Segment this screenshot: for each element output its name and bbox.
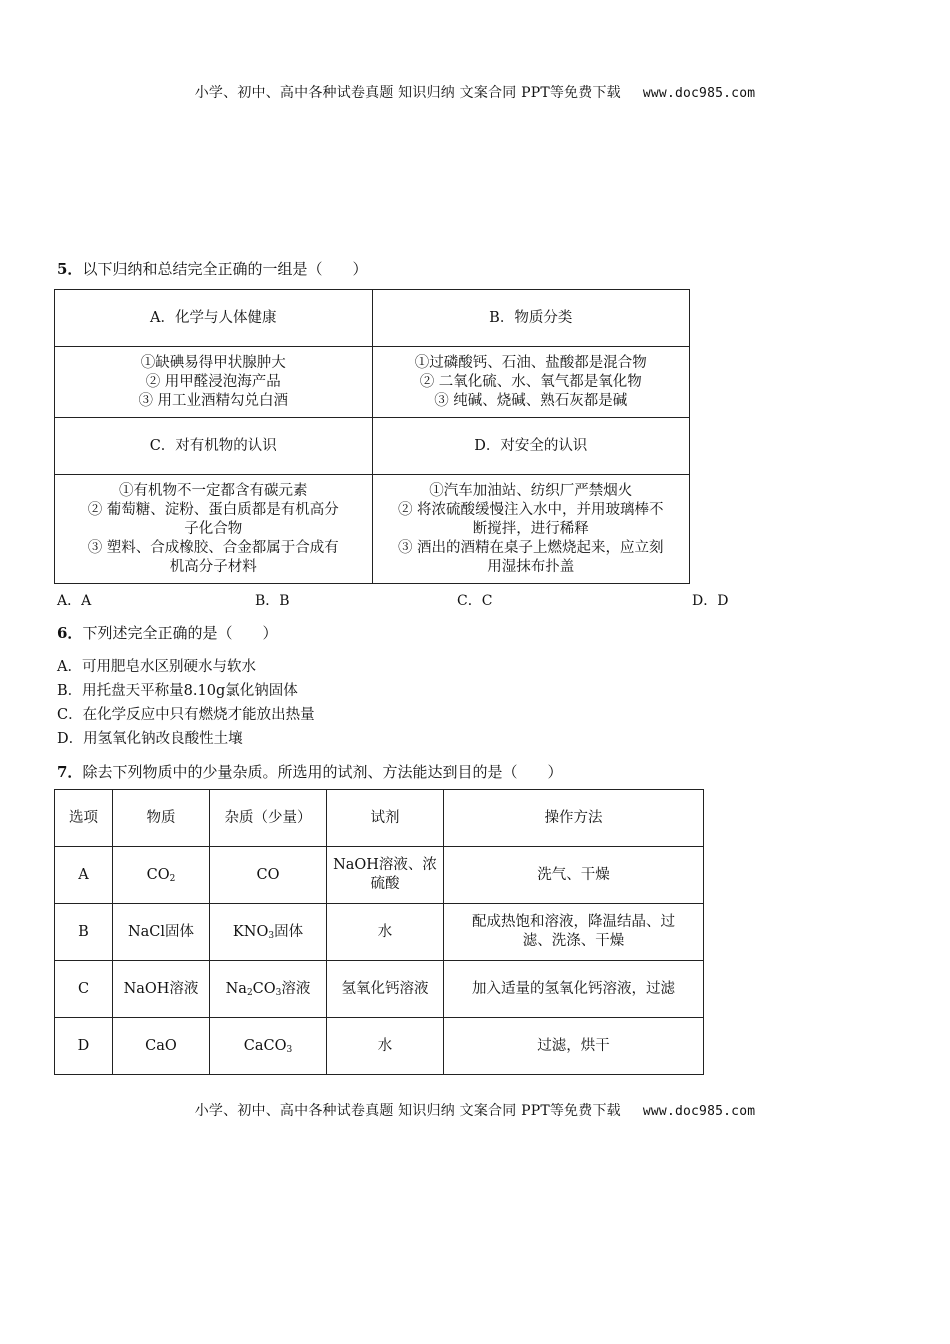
row-substance — [113, 961, 210, 1018]
method-line: 配成热饱和溶液，降温结晶、过 — [472, 914, 675, 930]
cell-d-head: D．对安全的认识 — [372, 418, 690, 475]
question-6-stem — [57, 622, 277, 643]
impurity-text: Na — [225, 980, 247, 997]
cell-b-body — [372, 347, 690, 418]
reagent-line: 硫酸 — [370, 876, 400, 892]
row-option: A — [55, 847, 113, 904]
method-line: 加入适量的氢氧化钙溶液，过滤 — [472, 980, 675, 997]
impurity-tail: CO — [252, 980, 276, 997]
row-substance — [113, 847, 210, 904]
cell-c-head: C．对有机物的认识 — [55, 418, 373, 475]
answer-option-d[interactable]: D．D — [692, 593, 729, 609]
row-impurity — [210, 961, 327, 1018]
question-7-stem — [57, 761, 562, 782]
cell-a-body — [55, 347, 373, 418]
header-text: 小学、初中、高中各种试卷真题 知识归纳 文案合同 PPT等免费下载 — [194, 85, 621, 101]
question-7-table — [54, 789, 704, 1075]
cell-c-line: ③ 塑料、合成橡胶、合金都属于合成有 — [87, 539, 339, 556]
impurity-subscript: 2 — [246, 987, 253, 998]
header-method: 操作方法 — [444, 790, 704, 847]
answer-option-c[interactable]: C．C — [457, 593, 493, 609]
question-6-option-c[interactable]: C．在化学反应中只有燃烧才能放出热量 — [57, 707, 315, 723]
row-method — [444, 961, 704, 1018]
impurity-text: CO — [256, 866, 280, 883]
method-line: 洗气、干燥 — [537, 866, 610, 883]
impurity-text: KNO — [232, 923, 269, 940]
row-reagent — [327, 1018, 444, 1075]
reagent-line: 氢氧化钙溶液 — [341, 980, 429, 997]
table-row — [55, 904, 704, 961]
table-row — [55, 961, 704, 1018]
substance-text: NaCl固体 — [127, 923, 195, 940]
row-reagent — [327, 847, 444, 904]
row-option: D — [55, 1018, 113, 1075]
impurity-tail: 溶液 — [281, 980, 311, 997]
row-method — [444, 847, 704, 904]
row-impurity — [210, 847, 327, 904]
cell-b-line: ② 二氧化硫、水、氧气都是氧化物 — [419, 373, 642, 390]
cell-b-line: ①过磷酸钙、石油、盐酸都是混合物 — [414, 354, 647, 371]
header-url[interactable]: www.doc985.com — [642, 86, 756, 101]
question-6-text: 下列述完全正确的是（ ） — [82, 624, 278, 642]
cell-a-line: ①缺碘易得甲状腺肿大 — [140, 354, 286, 371]
question-6-number: 6． — [57, 624, 83, 642]
header-impurity: 杂质（少量） — [210, 790, 327, 847]
impurity-tail: 固体 — [274, 923, 304, 940]
answer-option-a[interactable]: A．A — [57, 593, 92, 609]
cell-a-line: ③ 用工业酒精勾兑白酒 — [138, 392, 289, 409]
row-option: B — [55, 904, 113, 961]
answer-option-b[interactable]: B．B — [255, 593, 290, 609]
cell-c-line: ② 葡萄糖、淀粉、蛋白质都是有机高分 — [87, 501, 339, 518]
cell-d-line: ③ 酒出的酒精在桌子上燃烧起来，应立刻 — [397, 539, 664, 556]
impurity-text: CaCO — [243, 1037, 287, 1054]
cell-d-line: 用湿抹布扑盖 — [487, 558, 575, 575]
cell-c-line: ①有机物不一定都含有碳元素 — [119, 482, 308, 499]
question-5-stem — [57, 258, 367, 279]
cell-c-line: 子化合物 — [184, 520, 243, 537]
page-footer — [0, 1100, 950, 1120]
row-option: C — [55, 961, 113, 1018]
row-substance — [113, 904, 210, 961]
substance-text: CaO — [145, 1037, 177, 1054]
cell-d-line: ①汽车加油站、纺织厂严禁烟火 — [429, 482, 633, 499]
reagent-line: 水 — [377, 1037, 393, 1054]
cell-b-line: ③ 纯碱、烧碱、熟石灰都是碱 — [434, 392, 628, 409]
question-5-text: 以下归纳和总结完全正确的一组是（ ） — [82, 260, 368, 278]
question-6-option-d[interactable]: D．用氢氧化钠改良酸性土壤 — [57, 731, 243, 747]
question-7-text: 除去下列物质中的少量杂质。所选用的试剂、方法能达到目的是（ ） — [82, 763, 563, 781]
header-reagent: 试剂 — [327, 790, 444, 847]
method-line: 过滤，烘干 — [537, 1037, 610, 1054]
cell-d-line: ② 将浓硫酸缓慢注入水中，并用玻璃棒不 — [397, 501, 664, 518]
row-impurity — [210, 1018, 327, 1075]
row-impurity — [210, 904, 327, 961]
substance-text: NaOH溶液 — [123, 980, 199, 997]
cell-a-head: A．化学与人体健康 — [55, 290, 373, 347]
reagent-line: NaOH溶液、浓 — [333, 857, 437, 873]
row-substance — [113, 1018, 210, 1075]
reagent-line: 水 — [377, 923, 393, 940]
footer-text: 小学、初中、高中各种试卷真题 知识归纳 文案合同 PPT等免费下载 — [194, 1103, 621, 1119]
question-5-table — [54, 289, 690, 584]
cell-d-body — [372, 475, 690, 584]
method-line: 滤、洗涤、干燥 — [522, 933, 625, 949]
cell-a-line: ② 用甲醛浸泡海产品 — [145, 373, 281, 390]
impurity-subscript: 3 — [275, 987, 282, 998]
impurity-subscript: 3 — [268, 930, 275, 941]
row-method — [444, 1018, 704, 1075]
question-6-option-a[interactable]: A．可用肥皂水区别硬水与软水 — [57, 659, 256, 675]
cell-d-line: 断搅拌，进行稀释 — [472, 520, 589, 537]
substance-text: CO — [146, 866, 170, 883]
impurity-subscript: 3 — [286, 1044, 293, 1055]
cell-c-line: 机高分子材料 — [169, 558, 257, 575]
cell-b-head: B．物质分类 — [372, 290, 690, 347]
substance-subscript: 2 — [169, 873, 176, 884]
question-6-option-b[interactable]: B．用托盘天平称量8.10g氯化钠固体 — [57, 683, 298, 699]
header-option: 选项 — [55, 790, 113, 847]
row-method — [444, 904, 704, 961]
row-reagent — [327, 904, 444, 961]
table-row — [55, 847, 704, 904]
question-7-number: 7． — [57, 763, 83, 781]
row-reagent — [327, 961, 444, 1018]
header-substance: 物质 — [113, 790, 210, 847]
footer-url[interactable]: www.doc985.com — [642, 1104, 756, 1119]
table-row — [55, 1018, 704, 1075]
page-header — [0, 82, 950, 102]
cell-c-body — [55, 475, 373, 584]
question-5-number: 5． — [57, 260, 83, 278]
